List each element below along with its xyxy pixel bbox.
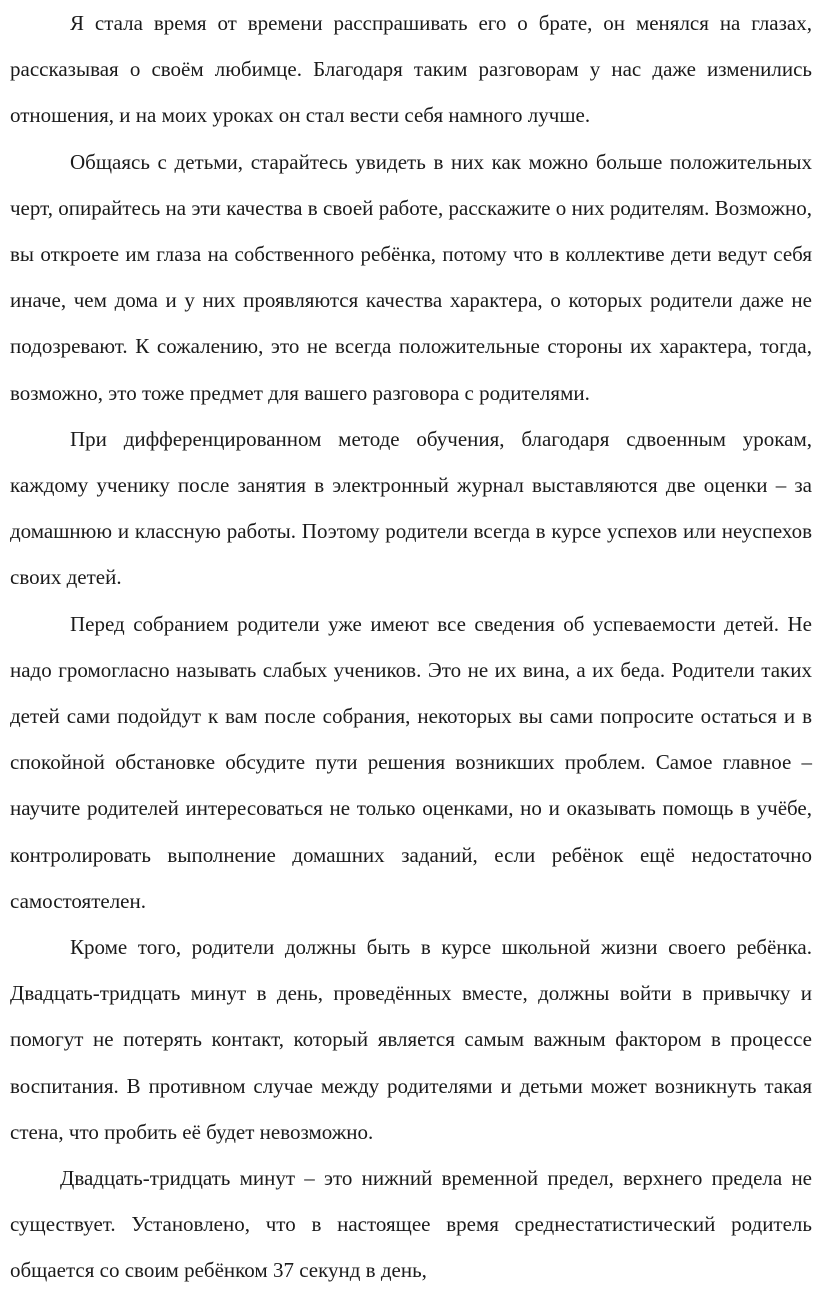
paragraph-school-life: Кроме того, родители должны быть в курсе школьной жизни своего ребёнка. Двадцать-тридцать минут в день, проведённых вместе, должны войти в привычку и помогут не потерять контакт, который является самым важным фактором в процессе воспитания. В противном случае между родителями и детьми может возникнуть такая стена, что пробить её будет невозможно. bbox=[10, 935, 812, 1144]
paragraph-positive-traits: Общаясь с детьми, старайтесь увидеть в них как можно больше положительных черт, опирайтесь на эти качества в своей работе, расскажите о них родителям. Возможно, вы откроете им глаза на собственного ребёнка, потому что в коллективе дети ведут себя иначе, чем дома и у них проявляются качества характера, о которых родители даже не подозревают. К сожалению, это не всегда положительные стороны их характера, тогда, возможно, это тоже предмет для вашего разговора с родителями. bbox=[10, 149, 812, 405]
paragraph-parent-meeting: Перед собранием родители уже имеют все сведения об успеваемости детей. Не надо громогласно называть слабых учеников. Это не их вина, а их беда. Родители таких детей сами подойдут к вам после собрания, некоторых вы сами попросите остаться и в спокойной обстановке обсудите пути решения возникших проблем. Самое главное – научите родителей интересоваться не только оценками, но и оказывать помощь в учёбе, контролировать выполнение домашних заданий, если ребёнок ещё недостаточно самостоятелен. bbox=[10, 611, 812, 913]
document-page bbox=[10, 0, 812, 1294]
paragraph-brother-conversations: Я стала время от времени расспрашивать его о брате, он менялся на глазах, рассказывая о своём любимце. Благодаря таким разговорам у нас даже изменились отношения, и на моих уроках он стал вести себя намного лучше. bbox=[10, 11, 812, 128]
paragraph-differentiated-method: При дифференцированном методе обучения, благодаря сдвоенным урокам, каждому ученику после занятия в электронный журнал выставляются две оценки – за домашнюю и классную работы. Поэтому родители всегда в курсе успехов или неуспехов своих детей. bbox=[10, 426, 812, 590]
paragraph-time-limit: Двадцать-тридцать минут – это нижний временной предел, верхнего предела не существует. Установлено, что в настоящее время среднестатистический родитель общается со своим ребёнком 37 секунд в день, bbox=[10, 1166, 812, 1283]
